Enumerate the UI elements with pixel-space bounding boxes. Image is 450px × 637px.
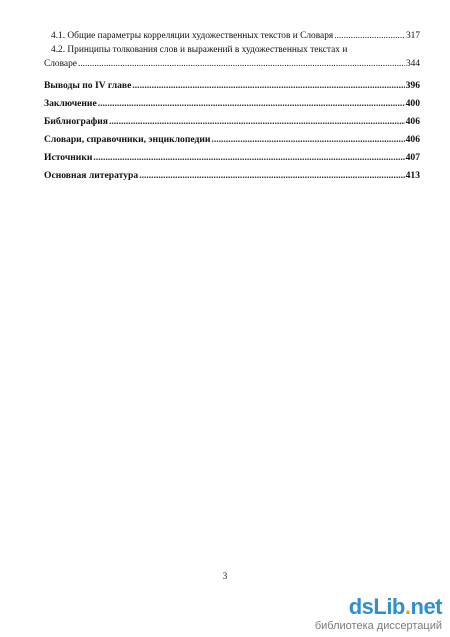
- toc-entry-title: Библиография: [44, 116, 108, 127]
- toc-entry-page: 407: [405, 152, 420, 163]
- toc-entry-dictionaries[interactable]: [44, 133, 420, 147]
- toc-entry-title: Словаре: [44, 59, 77, 69]
- toc-entry-page: 317: [405, 31, 420, 41]
- toc-entry-4-2-title-line1: 4.2. Принципы толкования слов и выражений в художественных текстах и: [51, 45, 348, 55]
- toc-leader-dots: [139, 169, 404, 183]
- toc-entry-page: 406: [405, 116, 420, 127]
- toc-entry-conclusion[interactable]: [44, 97, 420, 111]
- toc-entry-page: 344: [405, 59, 420, 69]
- toc-entry-page: 396: [405, 80, 420, 91]
- toc-leader-dots: [98, 97, 405, 111]
- toc-entry-conclusions-ch4[interactable]: [44, 79, 420, 93]
- toc-entry-4-2[interactable]: [44, 57, 420, 71]
- toc-entry-page: 400: [405, 98, 420, 109]
- toc-entry-main-literature[interactable]: [44, 169, 420, 183]
- logo-ds-text: ds: [348, 594, 374, 619]
- logo-lib-text: Lib: [373, 594, 405, 619]
- toc-leader-dots: [78, 57, 405, 71]
- toc-entry-page: 413: [405, 170, 420, 181]
- toc-entry-title: Выводы по IV главе: [44, 80, 132, 91]
- toc-entry-sources[interactable]: [44, 151, 420, 165]
- watermark-subtitle: библиотека диссертаций: [314, 620, 442, 632]
- logo-dot-text: .: [404, 594, 411, 619]
- toc-entry-title: Источники: [44, 152, 93, 163]
- page-number: 3: [222, 571, 228, 581]
- table-of-contents: [44, 29, 420, 183]
- toc-entry-title: 4.1. Общие параметры корреляции художественных текстов и Словаря: [51, 31, 334, 41]
- toc-entry-page: 406: [405, 134, 420, 145]
- toc-leader-dots: [93, 151, 404, 165]
- toc-entry-title: Словари, справочники, энциклопедии: [44, 134, 211, 145]
- toc-entry-bibliography[interactable]: [44, 115, 420, 129]
- dslib-logo: [315, 596, 442, 618]
- toc-entry-title: Заключение: [44, 98, 97, 109]
- watermark: [315, 596, 442, 632]
- toc-leader-dots: [132, 79, 404, 93]
- toc-leader-dots: [334, 29, 405, 43]
- logo-net-text: net: [410, 594, 442, 619]
- toc-entry-title: Основная литература: [44, 170, 139, 181]
- toc-leader-dots: [211, 133, 404, 147]
- toc-entry-4-1[interactable]: [44, 29, 420, 43]
- toc-leader-dots: [109, 115, 405, 129]
